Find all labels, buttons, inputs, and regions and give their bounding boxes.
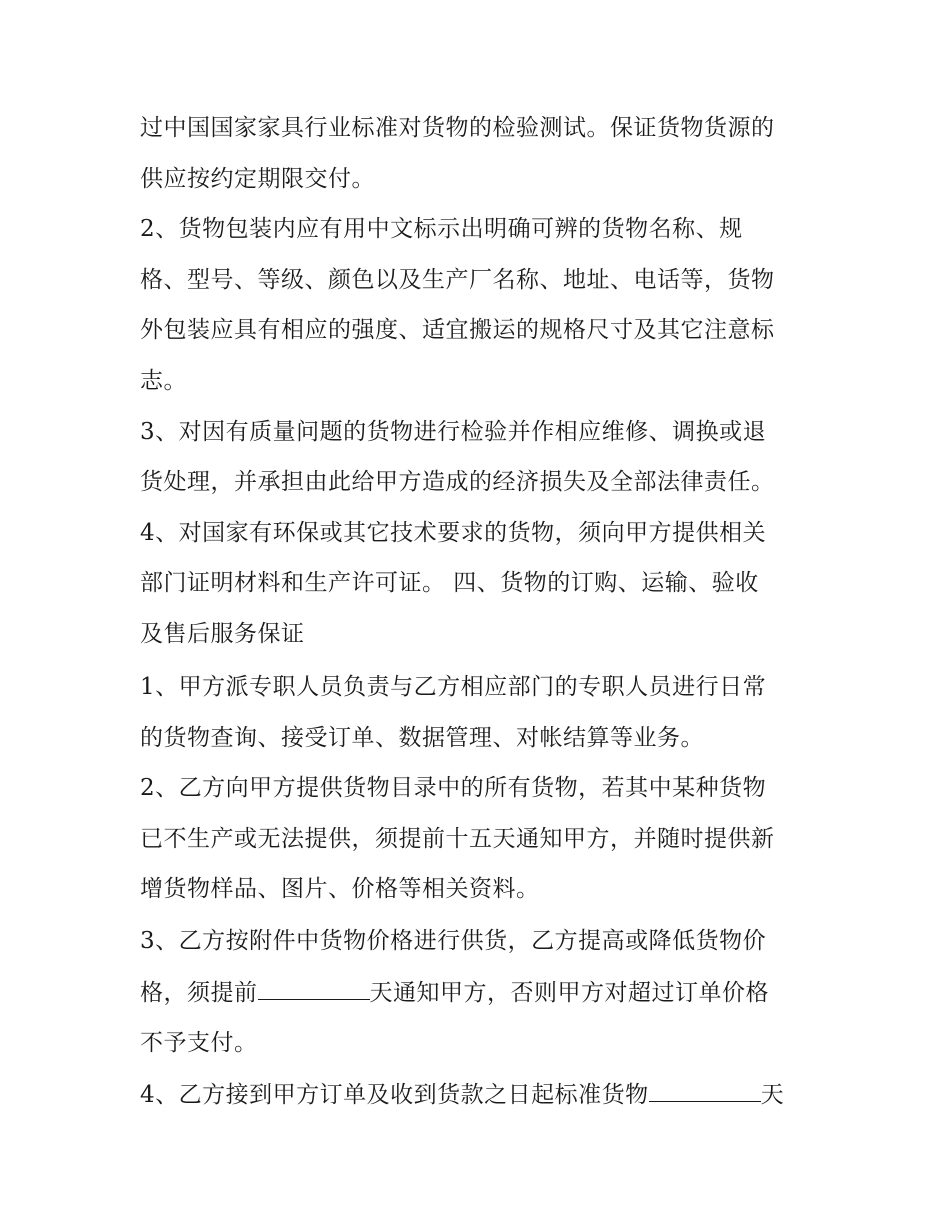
fill-in-blank [649,1079,761,1102]
paragraph-line: 3、乙方按附件中货物价格进行供货，乙方提高或降低货物价 [140,928,767,954]
line-text-after-blank: 天 [760,1082,785,1108]
fill-in-blank [258,977,370,1000]
line-text-before-blank: 4、乙方接到甲方订单及收到货款之日起标准货物 [140,1082,649,1108]
paragraph-line: 货处理，并承担由此给甲方造成的经济损失及全部法律责任。 [140,469,775,495]
paragraph-line: 1、甲方派专职人员负责与乙方相应部门的专职人员进行日常 [140,674,767,700]
paragraph-line: 4、对国家有环保或其它技术要求的货物，须向甲方提供相关 [140,520,767,546]
paragraph-line: 增货物样品、图片、价格等相关资料。 [140,876,540,902]
paragraph-line [140,1079,784,1110]
paragraph-line: 已不生产或无法提供，须提前十五天通知甲方，并随时提供新 [140,826,775,852]
line-text-after-blank: 天通知甲方，否则甲方对超过订单价格 [369,980,769,1006]
paragraph-line: 不予支付。 [140,1030,258,1056]
paragraph-line: 2、货物包装内应有用中文标示出明确可辨的货物名称、规 [140,216,743,242]
paragraph-line: 格、型号、等级、颜色以及生产厂名称、地址、电话等，货物 [140,267,775,293]
paragraph-line: 的货物查询、接受订单、数据管理、对帐结算等业务。 [140,725,704,751]
paragraph-line: 2、乙方向甲方提供货物目录中的所有货物，若其中某种货物 [140,775,767,801]
paragraph-line: 外包装应具有相应的强度、适宜搬运的规格尺寸及其它注意标 [140,317,775,343]
paragraph-line: 3、对因有质量问题的货物进行检验并作相应维修、调换或退 [140,419,767,445]
paragraph-line: 供应按约定期限交付。 [140,166,375,192]
paragraph-line: 部门证明材料和生产许可证。 四、货物的订购、运输、验收 [140,570,759,596]
line-text-before-blank: 格，须提前 [140,980,258,1006]
paragraph-line: 及售后服务保证 [140,621,305,647]
paragraph-line: 过中国国家家具行业标准对货物的检验测试。保证货物货源的 [140,115,775,141]
paragraph-line: 志。 [140,368,187,394]
paragraph-line [140,977,769,1008]
